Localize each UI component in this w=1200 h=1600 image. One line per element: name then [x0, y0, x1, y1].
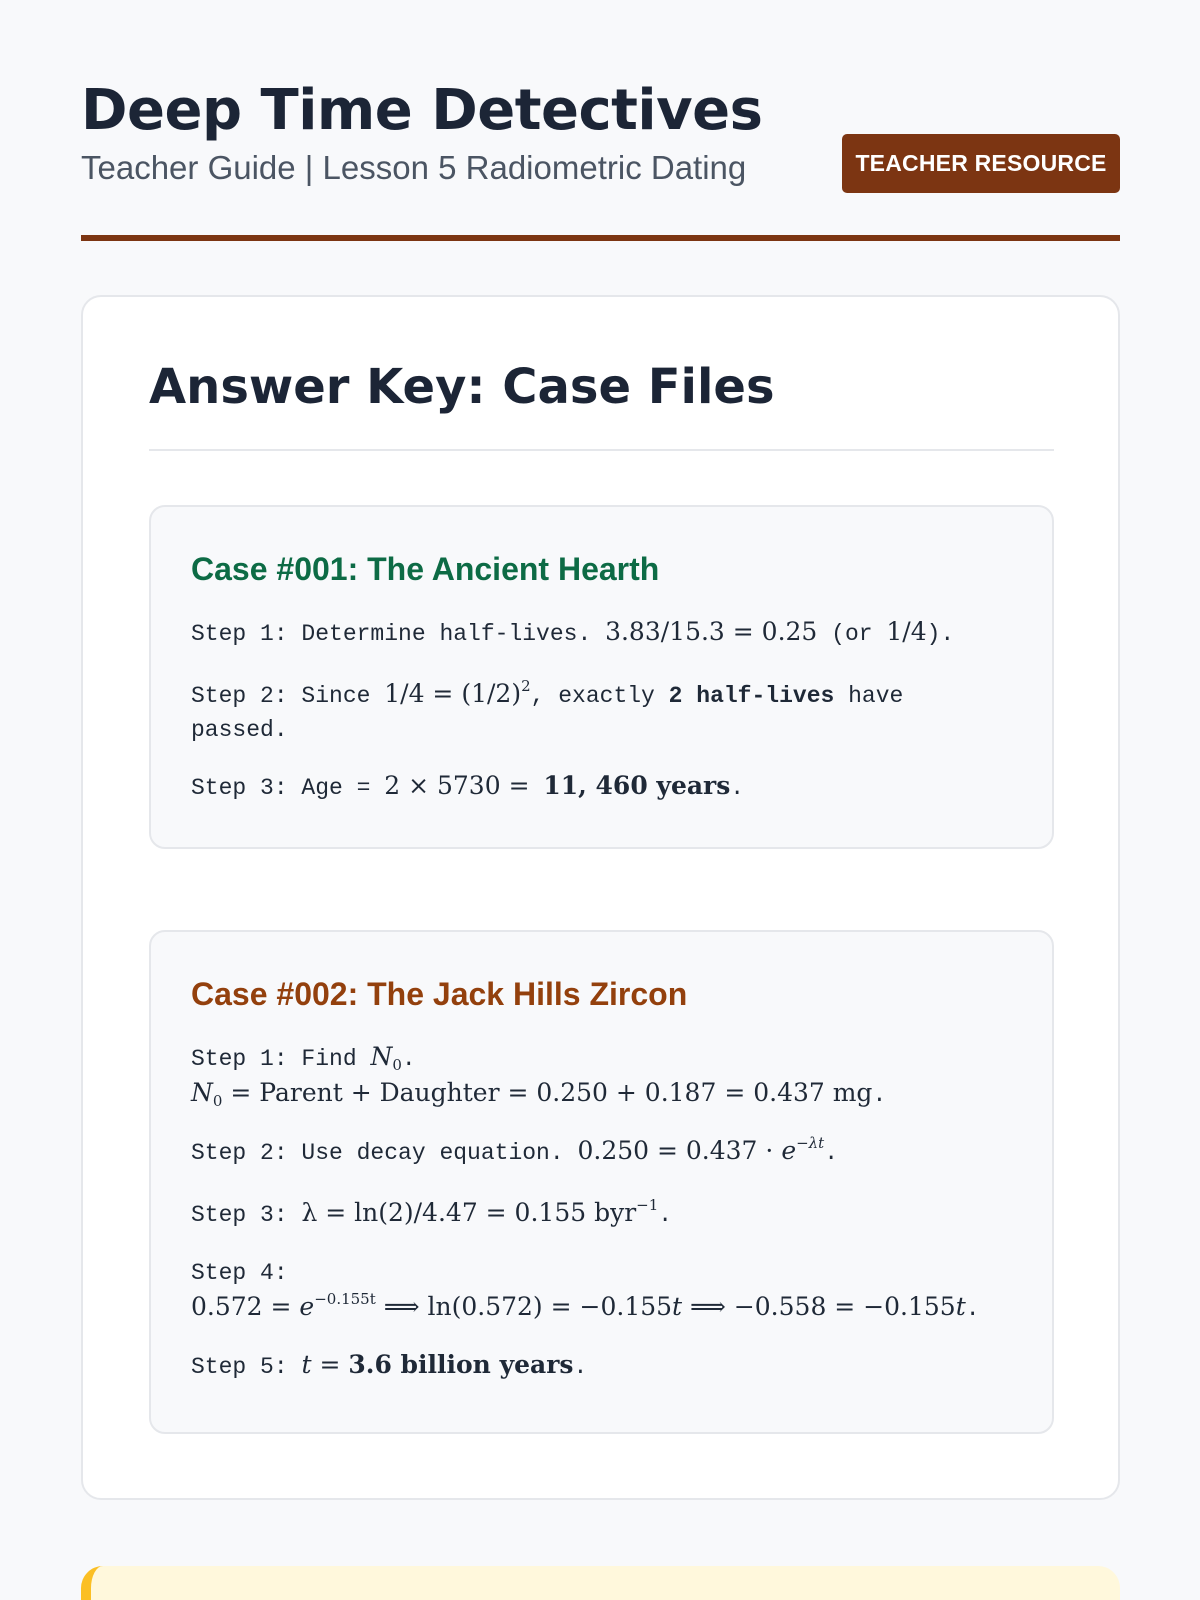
case2-step-1 [191, 1040, 1021, 1112]
step-text: have [848, 683, 904, 709]
case1-step-3 [191, 769, 1021, 805]
step-math: 1/4 [886, 617, 927, 646]
page [81, 0, 1120, 1380]
case1-step-1 [191, 615, 1021, 651]
step-text: (or [831, 621, 873, 647]
case2-step-2 [191, 1134, 1021, 1170]
step-text: . [573, 1354, 588, 1380]
step-math: t = 3.6 billion years [301, 1350, 574, 1379]
page-header [81, 0, 1120, 241]
case-title: Case #001: The Ancient Hearth [191, 551, 660, 587]
step-label: Step 4: [191, 1260, 288, 1286]
step-math: $0.250 = 0.437 \cdot e^{-\lambda t}$ [577, 1134, 825, 1165]
note-callout [81, 1566, 1120, 1600]
case-card-002 [149, 930, 1054, 1434]
step-label: Step 2: Since [191, 683, 371, 709]
step-math: λ = ln(2)/4.47 = 0.155 byr$^{-1}$ [301, 1196, 659, 1227]
step-label: Step 2: Use decay equation. [191, 1140, 564, 1166]
case2-step-4 [191, 1256, 1021, 1326]
page-subtitle: Teacher Guide | Lesson 5 Radiometric Dating [81, 149, 747, 186]
step-answer: 11, 460 years [543, 771, 731, 800]
answer-key-title: Answer Key: Case Files [149, 359, 775, 415]
step-text: . [965, 1296, 980, 1322]
step-text: . [730, 775, 745, 801]
step-math: $N_0$ = Parent + Daughter = 0.250 + 0.187 = 0.437 mg [191, 1078, 873, 1110]
answer-key-card [81, 295, 1120, 1500]
case2-step-5 [191, 1348, 1021, 1384]
step-label: Step 1: Determine half-lives. [191, 621, 592, 647]
step-text: passed. [191, 717, 288, 743]
step-label: Step 3: [191, 1202, 288, 1228]
step-label: Step 3: Age = [191, 775, 371, 801]
page-title: Deep Time Detectives [81, 78, 763, 143]
step-text: , exactly [530, 683, 655, 709]
case1-step-2 [191, 677, 1021, 747]
step-math: 2 × 5730 = [384, 771, 530, 800]
step-math: $1/4 = (1/2)^2$ [384, 677, 531, 708]
step-text: ). [926, 621, 955, 647]
step-math: $0.572 = e^{-0.155t}$ ⟹ ln(0.572) = −0.155t ⟹ −0.558 = −0.155t [191, 1290, 966, 1321]
step-text: . [401, 1046, 416, 1072]
teacher-resource-badge: TEACHER RESOURCE [842, 134, 1120, 193]
step-text: . [872, 1082, 887, 1108]
step-text: . [658, 1202, 673, 1228]
case-card-001 [149, 505, 1054, 849]
step-emphasis: 2 half-lives [668, 683, 835, 709]
divider [149, 449, 1054, 451]
case-title: Case #002: The Jack Hills Zircon [191, 976, 688, 1012]
step-text: . [824, 1140, 839, 1166]
step-label: Step 5: [191, 1354, 288, 1380]
step-math: $N_0$ [370, 1042, 402, 1074]
case2-step-3 [191, 1196, 1021, 1232]
step-math: 3.83/15.3 = 0.25 [605, 617, 818, 646]
step-label: Step 1: Find [191, 1046, 357, 1072]
